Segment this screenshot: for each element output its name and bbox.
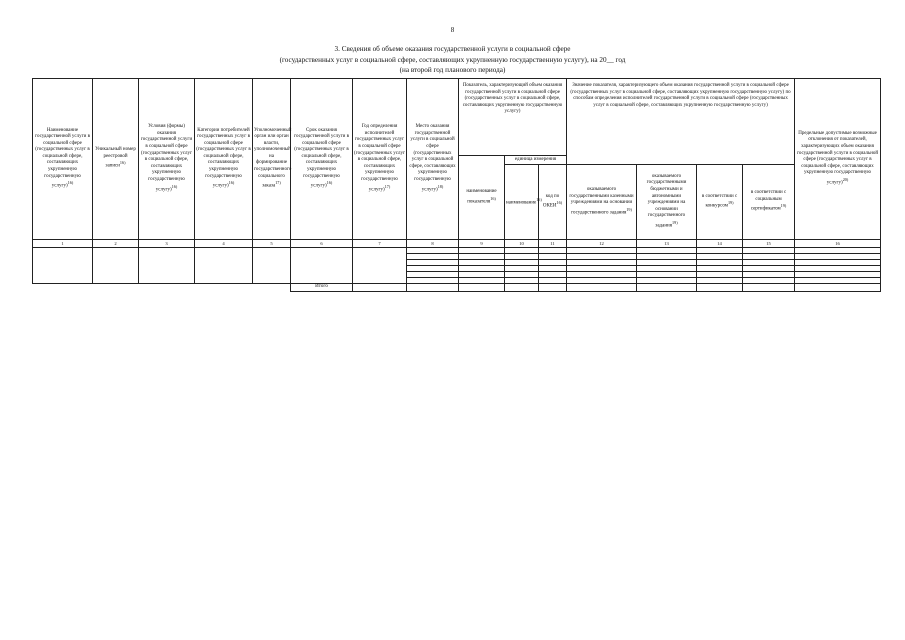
empty-cell[interactable]	[93, 248, 139, 284]
empty-cell[interactable]	[139, 248, 195, 284]
header-indicator-value: Значение показателя, характеризующего объем оказания государственной услуги в социальной сфере (государственных услуг в социальной сфере, составляющих укрупненную государственную услугу) по способам определения исполнителей государственной услуги в социальной сфере (государственных услуг в социальной сфере, составляющих укрупненную государственную услугу)	[567, 79, 795, 165]
header-authorized-body: Уполномоченный орган или орган власти, уполномоченный на формирование государственного социального заказа$^{17)}$	[253, 79, 291, 240]
empty-cell[interactable]	[697, 284, 743, 292]
total-label: Итого	[291, 284, 353, 292]
title-line-1: 3. Сведения об объеме оказания государственной услуги в социальной сфере	[334, 45, 571, 53]
total-row	[33, 284, 881, 292]
empty-cell[interactable]	[407, 284, 459, 292]
header-okei-code: код по ОКЕИ$^{16)}$	[539, 165, 567, 240]
empty-cell[interactable]	[459, 284, 505, 292]
column-number: 15	[743, 240, 795, 248]
empty-cell[interactable]	[353, 284, 407, 292]
column-number: 3	[139, 240, 195, 248]
column-number: 8	[407, 240, 459, 248]
empty-cell[interactable]	[353, 248, 407, 284]
empty-cell[interactable]	[195, 248, 253, 284]
header-by-social-certificate: в соответствии с социальным сертификатом$^{19)}$	[743, 165, 795, 240]
empty-cell[interactable]	[253, 248, 291, 284]
header-conditions: Условия (формы) оказания государственной услуги в социальной сфере (государственных услуг в социальной сфере, составляющих укрупненную государственную услугу)$^{16)}$	[139, 79, 195, 240]
header-by-competition: в соответствии с конкурсом$^{19)}$	[697, 165, 743, 240]
header-allowed-deviation: Предельные допустимые возможные отклонения от показателей, характеризующих объем оказания государственной услуги в социальной сфере (государственных услуг в социальной сфере, составляющих укрупненную государственную услугу)$^{20)}$	[795, 79, 881, 240]
column-number: 2	[93, 240, 139, 248]
header-volume-indicator: Показатель, характеризующий объем оказания государственной услуги в социальной сфере (государственных услуг в социальной сфере, составляющих укрупненную государственную услугу)	[459, 79, 567, 156]
column-number: 13	[637, 240, 697, 248]
title-line-3: (на второй год планового периода)	[399, 66, 506, 74]
page-number: 8	[450, 26, 455, 34]
column-number: 7	[353, 240, 407, 248]
header-unit-name: наименование$^{16)}$	[505, 165, 539, 240]
column-number: 14	[697, 240, 743, 248]
header-provider-year: Год определения исполнителей государственных услуг в социальной сфере (государственных услуг в социальной сфере, составляющих укрупненную государственную услугу)$^{17)}$	[353, 79, 407, 240]
header-state-funded-institutions: оказываемого государственными казенными учреждениями на основании государственного задания$^{19)}$	[567, 165, 637, 240]
empty-cell[interactable]	[33, 248, 93, 284]
title-line-2: (государственных услуг в социальной сфере, составляющих укрупненную государственную услугу), на 20__ год	[279, 55, 626, 64]
empty-cell[interactable]	[637, 284, 697, 292]
column-number: 6	[291, 240, 353, 248]
column-number: 5	[253, 240, 291, 248]
empty-cell[interactable]	[291, 248, 353, 284]
empty-cell[interactable]	[505, 284, 539, 292]
header-service-name: Наименование государственной услуги в социальной сфере (государственных услуг в социальной сфере, составляющих укрупненную государственную услугу)$^{16)}$	[33, 79, 93, 240]
header-consumer-categories: Категории потребителей государственных услуг в социальной сфере (государственных услуг в социальной сфере, составляющих укрупненную государственную услугу)$^{16)}$	[195, 79, 253, 240]
column-number: 4	[195, 240, 253, 248]
total-row-blank	[33, 284, 291, 292]
empty-cell[interactable]	[567, 284, 637, 292]
empty-cell[interactable]	[539, 284, 567, 292]
column-number: 9	[459, 240, 505, 248]
empty-cell[interactable]	[743, 284, 795, 292]
header-unit-of-measure: единица измерения	[505, 156, 567, 165]
section-title	[0, 44, 905, 76]
header-budget-autonomous-institutions: оказываемого государственными бюджетными и автономными учреждениями на основании государственного задания$^{19)}$	[637, 165, 697, 240]
column-number: 12	[567, 240, 637, 248]
empty-cell[interactable]	[795, 284, 881, 292]
header-service-term: Срок оказания государственной услуги в социальной сфере (государственных услуг в социальной сфере, составляющих укрупненную государственную услугу)$^{16)}$	[291, 79, 353, 240]
column-number: 1	[33, 240, 93, 248]
header-registry-number: Уникальный номер реестровой записи$^{16)}$	[93, 79, 139, 240]
header-indicator-name: наименование показателя$^{16)}$	[459, 156, 505, 240]
column-number: 10	[505, 240, 539, 248]
volume-table	[32, 78, 881, 292]
column-number: 16	[795, 240, 881, 248]
header-service-place: Место оказания государственной услуги в социальной сфере (государственных услуг в социальной сфере, составляющих укрупненную государственную услугу)$^{18)}$	[407, 79, 459, 240]
column-number: 11	[539, 240, 567, 248]
